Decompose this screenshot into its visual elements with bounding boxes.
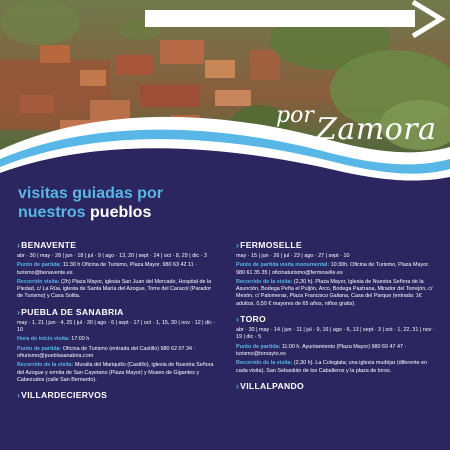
- meeting-point: Punto de partida: 11:30 h Oficina de Turismo, Plaza Mayor. 980 63 42 11 · turismo@benavente.es: [17, 262, 197, 276]
- town-villalpando: [236, 381, 436, 391]
- town-dates: may · 1, 21 | jun · 4, 25 | jul · 30 | ago · 6 | sept · 17 | oct · 1, 15, 30 | nov · 12 | dic · 10: [17, 319, 216, 334]
- town-puebla-de-sanabria: [17, 307, 217, 384]
- route: Recorrido de la visita: (2,30 h). Plaza Mayor, Iglesia de Nuestra Señora de la Asunción, Bodega Peña el Puljón, Arco, Bodega Pastrana, Mirador del Torrejón, c/ Mesón, c/ Palomeras, Plaza Francisco Galiana, Casa del Parque (entrada: 1€ adultos, 0,50 € mayores de 65 años, niños gratis).: [236, 278, 433, 307]
- town-dates: may · 15 | jun · 26 | jul · 23 | ago · 27 | sept · 10: [236, 253, 350, 259]
- chevron-right-icon: ›: [236, 380, 240, 391]
- route: Recorrido visita: (2h) Plaza Mayor, iglesia San Juan del Mercado, Hospital de la Piedad, c/ La Rúa, iglesia de Santa María del Azogue, Torre del Caracol (Parador de Turismo) y Casa Solita.: [17, 278, 212, 300]
- brand-zamora: Zamora: [316, 112, 437, 147]
- town-toro: [236, 314, 436, 375]
- title-line-2b: pueblos: [90, 204, 152, 221]
- chevron-right-icon: ›: [17, 240, 21, 250]
- town-name: PUEBLA DE SANABRIA: [21, 306, 124, 317]
- chevron-right-icon: ›: [236, 240, 240, 250]
- town-benavente: [17, 240, 217, 301]
- town-name: VILLALPANDO: [240, 380, 304, 391]
- meeting-point: Punto de partida visita monumental: 10:30h. Oficina de Turismo, Plaza Mayor. 980 61 35 35 | oficinaturismo@fermoselle.es: [236, 262, 430, 276]
- town-name: TORO: [240, 314, 267, 325]
- towns-left-column: [17, 240, 217, 406]
- route: Recorrido de la visita: Muralla del Mariquillo (Castillo), iglesia de Nuestra Señora del Azogue y ermita de San Cayetano (Plaza Mayor) y Museo de Gigantes y Cabezudos (calle San Bernardo).: [17, 362, 214, 383]
- towns-right-column: [236, 240, 436, 397]
- chevron-right-icon: ›: [236, 314, 240, 325]
- right-arrow-icon: [145, 0, 450, 40]
- route: Recorrido de la visita: (2,30 h). La Colegiata; una iglesia mudéjar (diferente en cada visita), San Sebastián de los Caballeros y la plaza de toros.: [236, 360, 428, 374]
- meeting-point: Punto de partida: 11:00 h. Ayuntamiento (Plaza Mayor) 980 69 47 47 · turismo@toroayto.es: [236, 343, 407, 357]
- title-line-1: visitas guiadas por: [18, 185, 163, 202]
- chevron-right-icon: ›: [17, 390, 21, 401]
- town-name: VILLARDECIERVOS: [21, 390, 108, 401]
- town-villardeciervos: [17, 390, 217, 400]
- brand-por: por: [276, 103, 314, 128]
- meeting-point: Punto de partida: Oficina de Turismo (entrada del Castillo) 980 62 07 34 · ofturismo@pueblasanabria.com: [17, 345, 196, 359]
- town-dates: abr · 30 | may · 14 | jun · 11 | jul · 9, 16 | ago · 6, 13 | sept · 3 | oct · 1, 22, 31 | nov · 19 | dic · 5: [236, 327, 435, 341]
- title-line-2: [18, 203, 248, 222]
- page-title: [18, 184, 248, 222]
- town-fermoselle: [236, 240, 436, 308]
- start-time: Hora de inicio visita: 17:00 h: [17, 336, 90, 343]
- town-name: FERMOSELLE: [240, 240, 302, 250]
- brand-year: 2022: [372, 151, 401, 163]
- town-dates: abr · 30 | may · 28 | jun · 18 | jul · 9 | ago · 13, 20 | sept · 24 | oct · 8, 29 | dic · 3: [17, 253, 207, 259]
- town-name: BENAVENTE: [21, 240, 77, 250]
- title-line-2a: nuestros: [18, 204, 91, 221]
- chevron-right-icon: ›: [17, 306, 21, 317]
